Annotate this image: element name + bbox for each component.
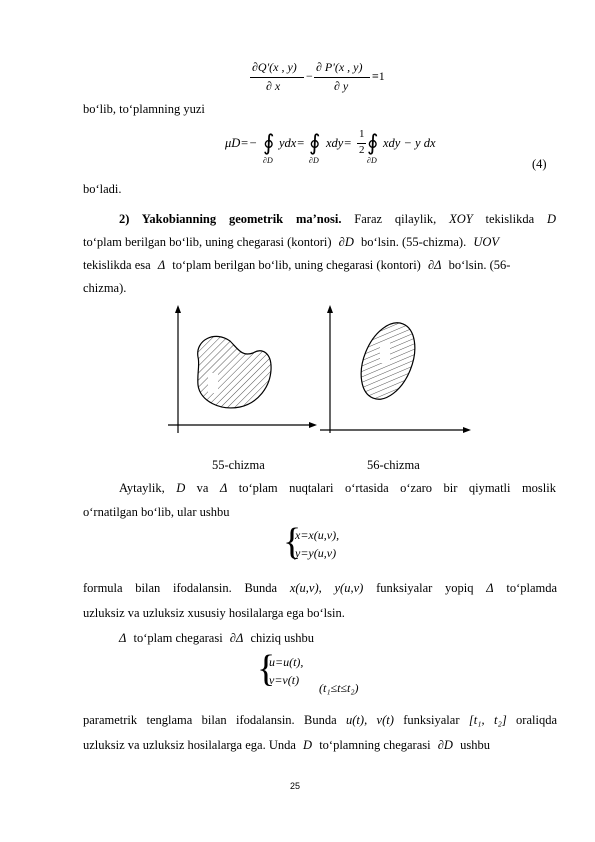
caption-56: 56-chizma (367, 458, 420, 472)
equation-1 (248, 60, 418, 98)
eq2-t1: ydx= (279, 136, 305, 150)
eq2-t2: xdy= (326, 136, 352, 150)
fig55-element (208, 373, 218, 393)
fig56-element (380, 343, 390, 363)
sys2-range: (t₁≤t≤t₂) (319, 681, 359, 695)
paragraph-2: bo‘ladi. (83, 182, 122, 196)
s2-line2: to‘plam berilgan bo‘lib, uning chegarasi (kontori) ∂D bo‘lsin. (55-chizma). UOV (83, 235, 500, 249)
paragraph-1: bo‘lib, to‘plamning yuzi (83, 102, 205, 116)
p6-line2: uzluksiz va uzluksiz hosilalarga ega. Unda D to‘plamning chegarasi ∂D ushbu (83, 738, 490, 752)
s2-line4: chizma). (83, 281, 127, 295)
eq2-lhs: μD=− (225, 136, 258, 150)
contour-integral-icon: ∮ (263, 130, 275, 155)
fig55-y-arrow (175, 305, 181, 313)
fig55-x-arrow (309, 422, 317, 428)
eq1-frac1-bar (250, 77, 304, 78)
p4-line2: uzluksiz va uzluksiz xususiy hosilalarga ega bo‘lsin. (83, 606, 345, 620)
sys1-row1: x=x(u,v), (295, 528, 340, 542)
fig56-y-arrow (327, 305, 333, 313)
caption-55: 55-chizma (212, 458, 265, 472)
system-1 (283, 521, 373, 568)
system-2 (257, 648, 397, 697)
eq1-den1: ∂ x (266, 79, 281, 93)
eq1-rhs: ≡1 (372, 69, 385, 83)
figure-56 (320, 305, 471, 433)
sys2-row1: u=u(t), (269, 655, 304, 669)
p4-line1: formula bilan ifodalansin. Bunda x(u,v), y(u,v) funksiyalar yopiq Δ to‘plamda (83, 581, 558, 595)
page-number: 25 (290, 781, 301, 791)
equation-number: (4) (532, 157, 547, 171)
fig55-region-d (198, 336, 271, 407)
figure-55 (168, 305, 317, 433)
eq2-sub3: ∂D (367, 156, 377, 165)
contour-integral-icon: ∮ (309, 130, 321, 155)
eq1-num2: ∂ P'(x , y) (316, 60, 363, 74)
eq2-sub2: ∂D (309, 156, 319, 165)
p3-line1: Aytaylik, D va Δ to‘plam nuqtalari o‘rtasida o‘zaro bir qiymatli moslik (119, 481, 556, 495)
p3-line2: o‘rnatilgan bo‘lib, ular ushbu (83, 505, 230, 519)
equation-2 (225, 124, 465, 172)
eq1-num1: ∂Q'(x , y) (252, 60, 297, 74)
fig56-x-arrow (463, 427, 471, 433)
eq2-sub1: ∂D (263, 156, 273, 165)
s2-line3: tekislikda esa Δ to‘plam berilgan bo‘lib, uning chegarasi (kontori) ∂Δ bo‘lsin. (56- (83, 258, 511, 272)
eq2-half-num: 1 (359, 128, 365, 140)
eq1-frac2-bar (314, 77, 370, 78)
figures-svg (160, 305, 480, 440)
eq1-den2: ∂ y (334, 79, 349, 93)
eq2-half-den: 2 (359, 144, 365, 156)
p5-line: Δ to‘plam chegarasi ∂Δ chiziq ushbu (119, 631, 314, 645)
contour-integral-icon: ∮ (367, 130, 379, 155)
brace-icon: { (257, 648, 276, 690)
p6-line1: parametrik tenglama bilan ifodalansin. Bunda u(t), v(t) funksiyalar [t₁, t₂] oraliqda (83, 713, 558, 727)
s2-heading: 2) Yakobianning geometrik ma’nosi. (119, 212, 342, 226)
sys1-row2: y=y(u,v) (295, 546, 337, 560)
brace-icon: { (283, 521, 302, 563)
eq1-minus: − (306, 69, 313, 83)
eq2-t3: xdy − y dx (383, 136, 436, 150)
s2-line1: 2) Yakobianning geometrik ma’nosi. Faraz qilaylik, XOY tekislikda D (119, 212, 557, 226)
sys2-row2: v=v(t) (269, 673, 300, 687)
